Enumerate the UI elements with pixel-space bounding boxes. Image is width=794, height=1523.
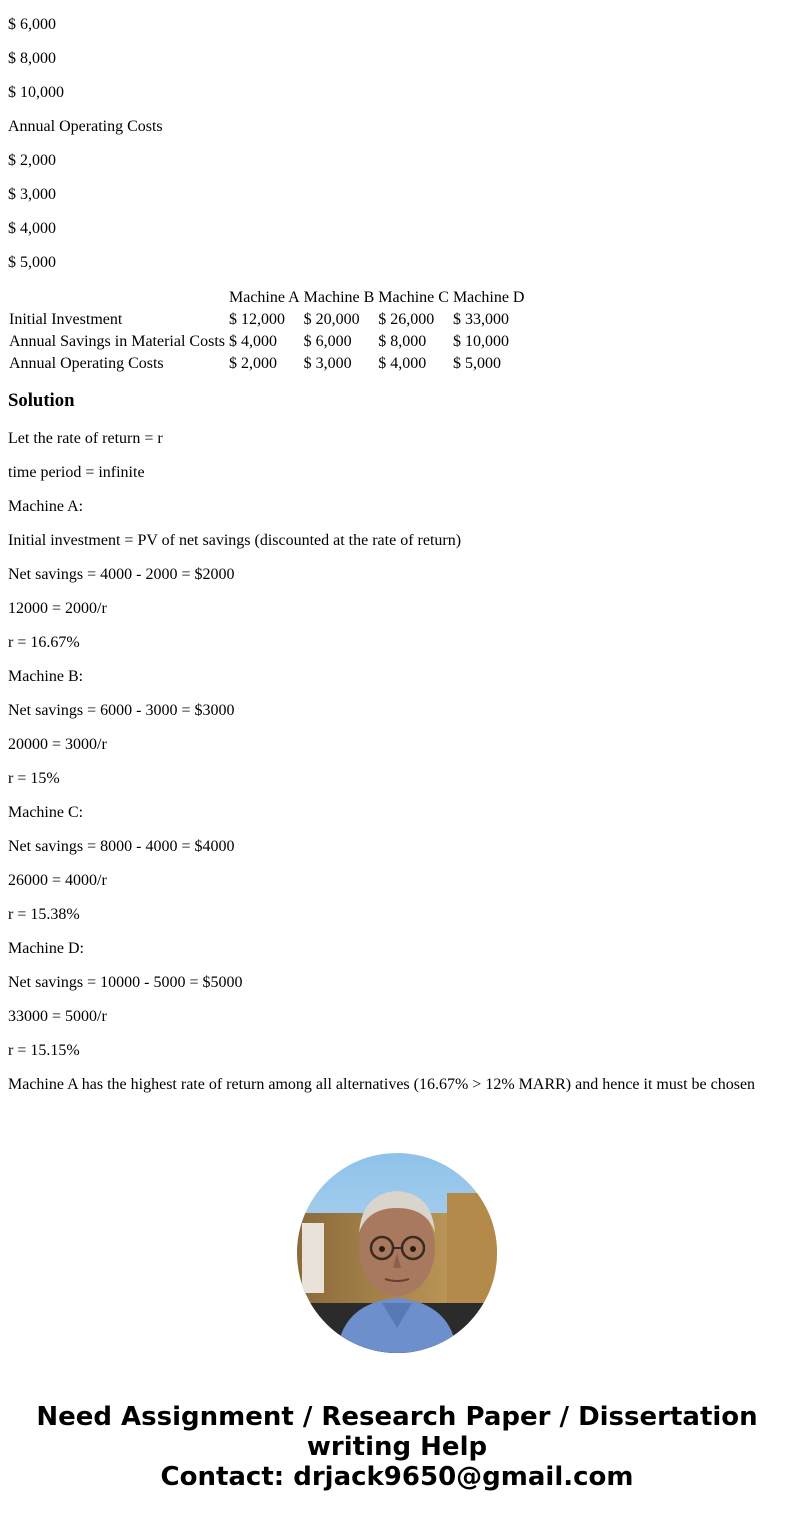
table-cell: $ 26,000: [378, 311, 435, 328]
table-cell: $ 4,000: [378, 355, 427, 372]
table-cell: $ 3,000: [303, 355, 352, 372]
table-header-cell: [8, 288, 226, 308]
promo-banner: [0, 1402, 794, 1492]
table-cell: $ 6,000: [303, 333, 352, 350]
table-cell: Annual Operating Costs: [9, 355, 164, 372]
solution-line: r = 15%: [8, 770, 60, 787]
solution-line: Machine C:: [8, 804, 84, 821]
solution-line: Machine B:: [8, 668, 84, 685]
table-cell: $ 2,000: [228, 355, 277, 372]
table-header-cell: Machine A: [228, 289, 300, 306]
solution-line: Initial investment = PV of net savings (discounted at the rate of return): [8, 532, 462, 549]
table-header-row: [8, 288, 525, 308]
table-row: [8, 354, 525, 374]
table-header-cell: Machine C: [378, 289, 449, 306]
machine-comparison-table: [6, 286, 527, 376]
table-header-cell: Machine B: [303, 289, 375, 306]
solution-line: time period = infinite: [8, 464, 145, 481]
table-header-cell: Machine D: [452, 289, 525, 306]
list-item: $ 2,000: [8, 152, 56, 169]
promo-line: writing Help: [306, 1432, 488, 1462]
list-item: $ 10,000: [8, 84, 64, 101]
solution-line: Machine D:: [8, 940, 84, 957]
table-cell: $ 5,000: [452, 355, 501, 372]
table-cell: $ 33,000: [452, 311, 509, 328]
solution-line: r = 15.38%: [8, 906, 80, 923]
table-row: [8, 332, 525, 352]
solution-line: Let the rate of return = r: [8, 430, 163, 447]
solution-line: Net savings = 4000 - 2000 = $2000: [8, 566, 235, 583]
solution-line: Net savings = 8000 - 4000 = $4000: [8, 838, 235, 855]
solution-line: 20000 = 3000/r: [8, 736, 107, 753]
avatar: [297, 1153, 497, 1353]
solution-line: 26000 = 4000/r: [8, 872, 107, 889]
promo-line: Need Assignment / Research Paper / Dissertation: [36, 1402, 758, 1432]
avatar-portrait-image: [297, 1153, 497, 1353]
document-body: [8, 0, 788, 1110]
solution-line: r = 16.67%: [8, 634, 80, 651]
solution-line: Net savings = 6000 - 3000 = $3000: [8, 702, 235, 719]
solution-line: 33000 = 5000/r: [8, 1008, 107, 1025]
list-item: $ 5,000: [8, 254, 56, 271]
list-item: $ 6,000: [8, 16, 56, 33]
table-cell: Initial Investment: [9, 311, 123, 328]
solution-line: r = 15.15%: [8, 1042, 80, 1059]
table-row: [8, 310, 525, 330]
machine-comparison-table-wrapper: [6, 286, 788, 376]
solution-line: Net savings = 10000 - 5000 = $5000: [8, 974, 243, 991]
solution-line: 12000 = 2000/r: [8, 600, 107, 617]
contact-line: Contact: drjack9650@gmail.com: [160, 1462, 634, 1492]
table-cell: Annual Savings in Material Costs: [9, 333, 225, 350]
list-item: $ 4,000: [8, 220, 56, 237]
solution-heading: Solution: [8, 390, 75, 411]
list-item: $ 8,000: [8, 50, 56, 67]
table-cell: $ 8,000: [378, 333, 427, 350]
table-cell: $ 10,000: [452, 333, 509, 350]
conclusion-line: Machine A has the highest rate of return among all alternatives (16.67% > 12% MARR) and hence it must be chosen: [8, 1076, 756, 1093]
list-heading: Annual Operating Costs: [8, 118, 163, 135]
list-item: $ 3,000: [8, 186, 56, 203]
table-cell: $ 4,000: [228, 333, 277, 350]
table-cell: $ 12,000: [228, 311, 285, 328]
table-cell: $ 20,000: [303, 311, 360, 328]
solution-line: Machine A:: [8, 498, 84, 515]
